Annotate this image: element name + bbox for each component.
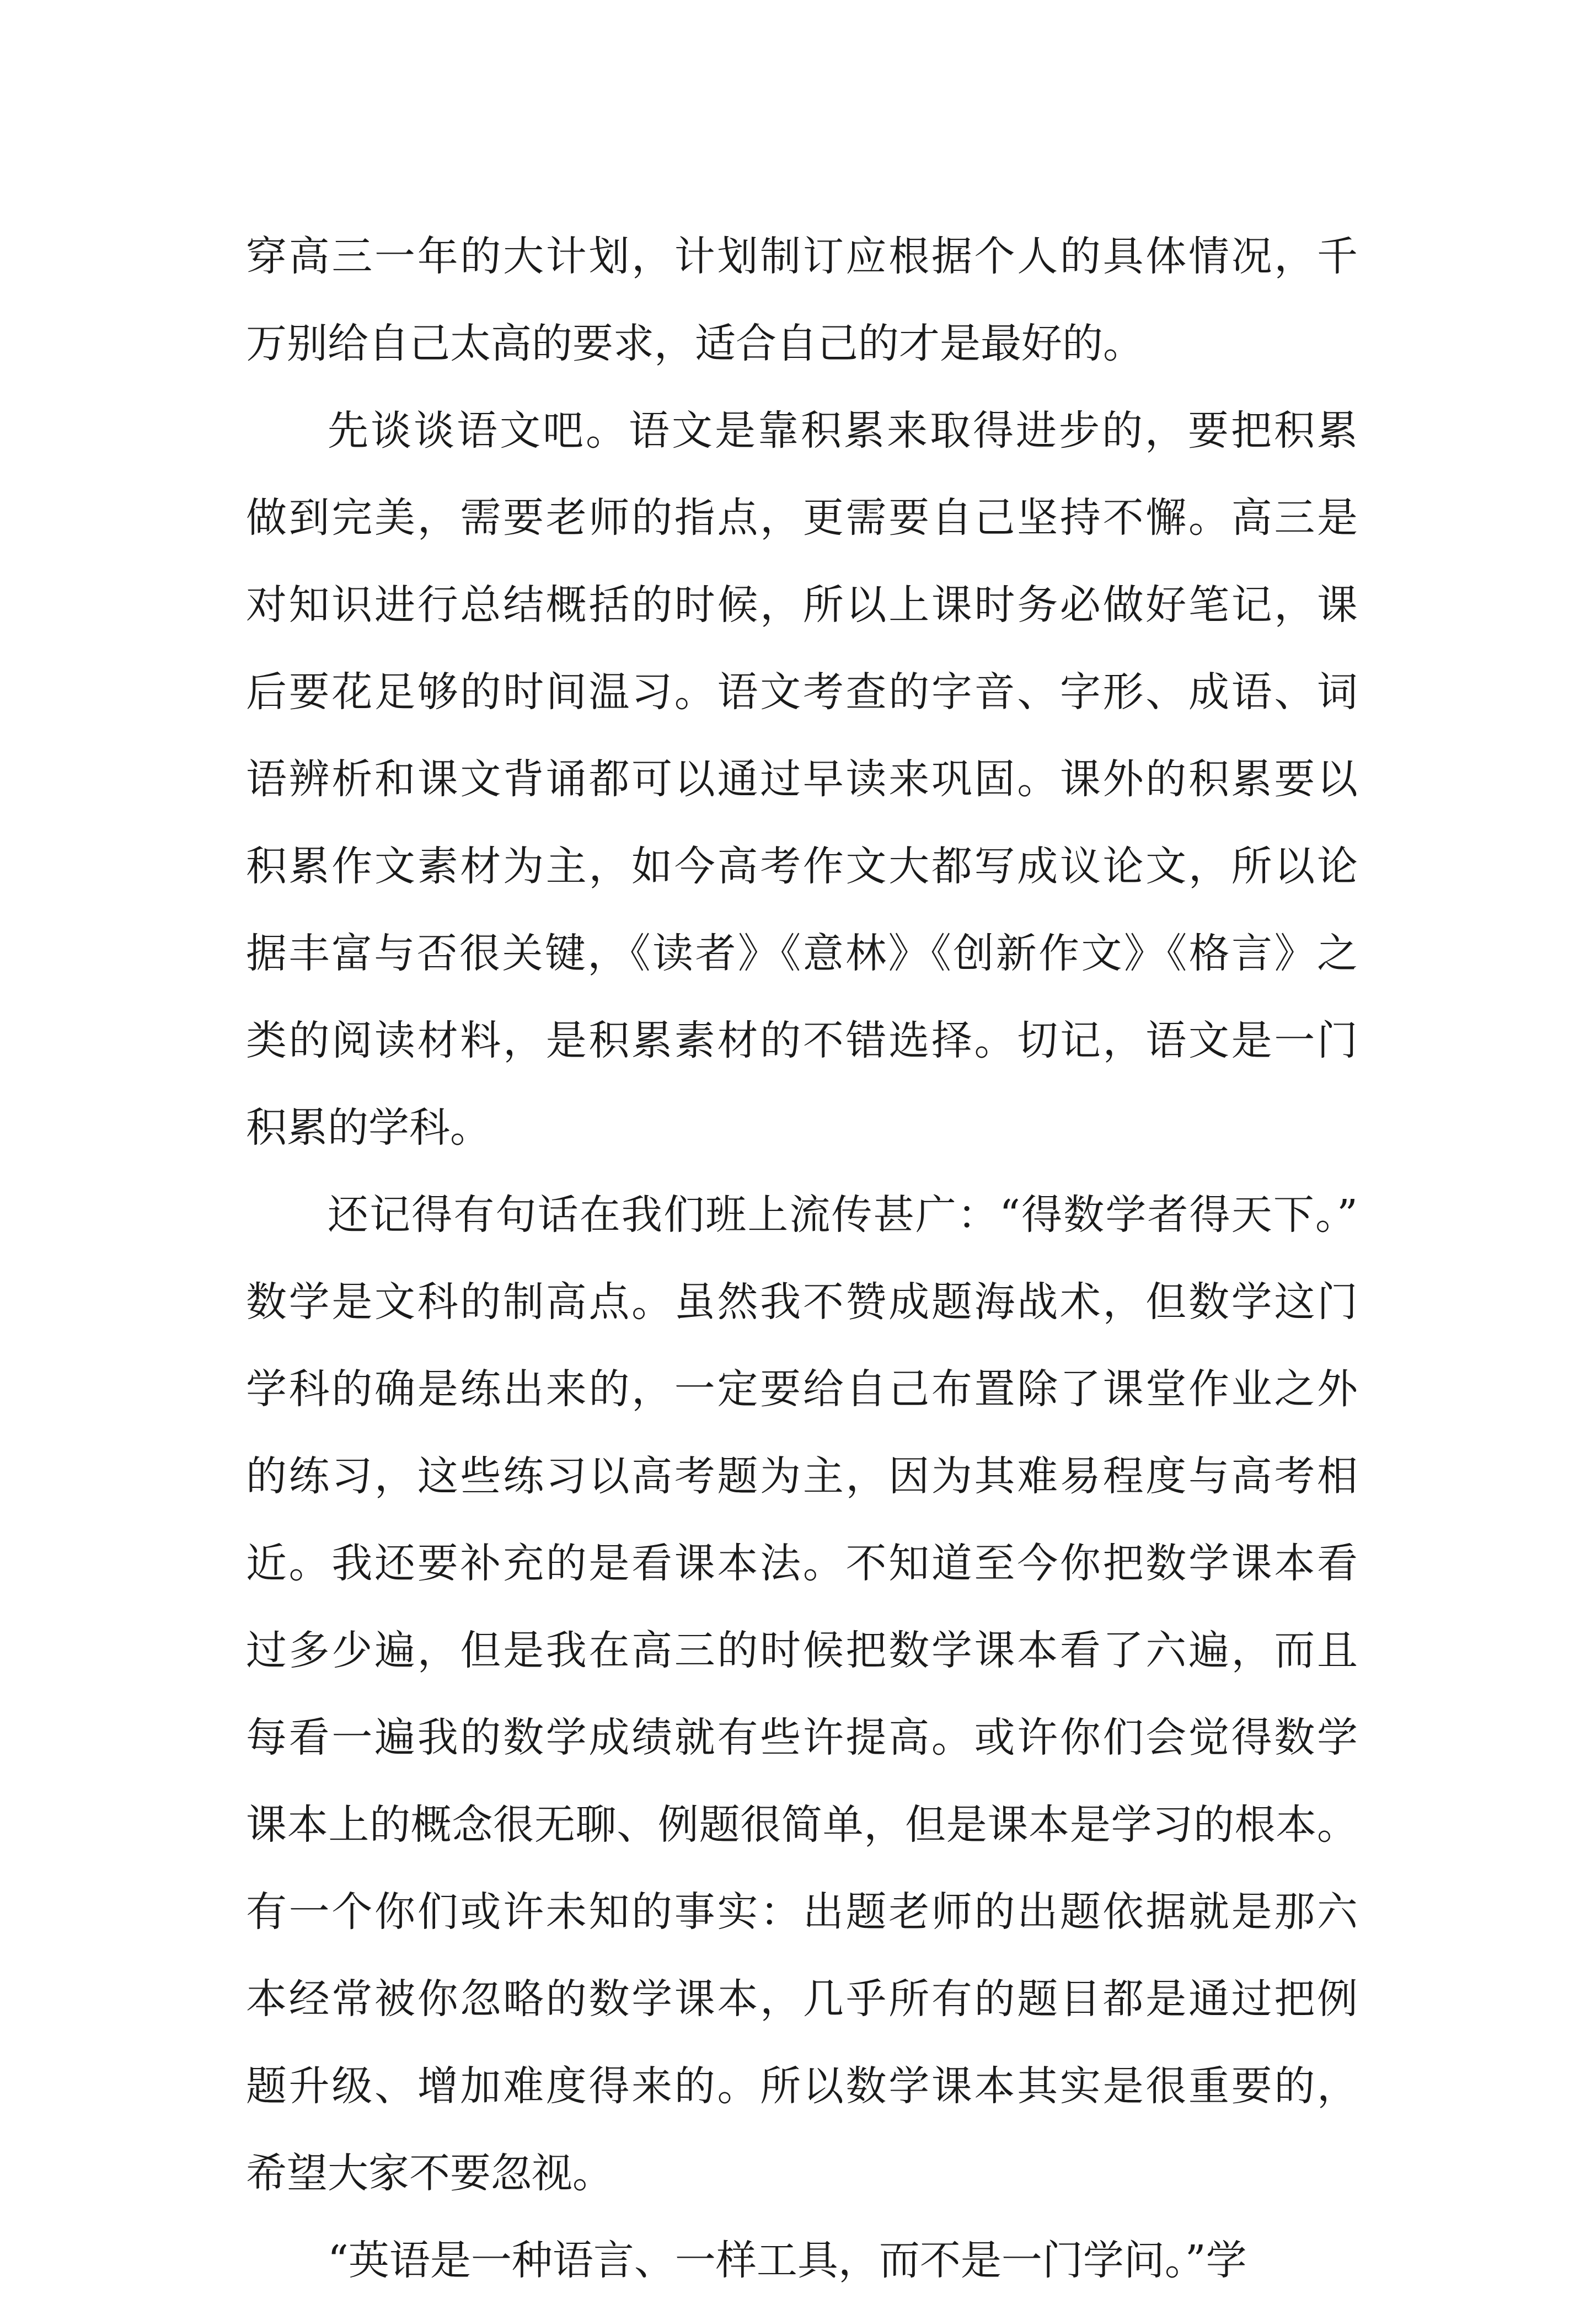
- text-line: 先谈谈语文吧。语文是靠积累来取得进步的，要把积累: [328, 407, 1358, 454]
- text-line: 过多少遍，但是我在高三的时候把数学课本看了六遍，而且: [246, 1627, 1358, 1674]
- text-line: 穿高三一年的大计划，计划制订应根据个人的具体情况，千: [246, 233, 1358, 280]
- text-line: 学科的确是练出来的，一定要给自己布置除了课堂作业之外: [246, 1365, 1358, 1413]
- text-line: 后要花足够的时间温习。语文考查的字音、字形、成语、词: [246, 668, 1358, 716]
- text-line: 对知识进行总结概括的时候，所以上课时务必做好笔记，课: [246, 581, 1358, 629]
- text-line: 的练习，这些练习以高考题为主，因为其难易程度与高考相: [246, 1453, 1358, 1500]
- text-line: 还记得有句话在我们班上流传甚广：“得数学者得天下。”: [328, 1191, 1358, 1239]
- text-line: 数学是文科的制高点。虽然我不赞成题海战术，但数学这门: [246, 1278, 1358, 1326]
- text-line: 希望大家不要忽视。: [246, 2150, 613, 2197]
- text-line: 每看一遍我的数学成绩就有些许提高。或许你们会觉得数学: [246, 1714, 1358, 1761]
- text-line: 近。我还要补充的是看课本法。不知道至今你把数学课本看: [246, 1540, 1358, 1587]
- body-text: [246, 213, 1358, 2304]
- text-line: 有一个你们或许未知的事实：出题老师的出题依据就是那六: [246, 1888, 1358, 1936]
- paragraph: [246, 2217, 1358, 2304]
- text-line: 做到完美，需要老师的指点，更需要自己坚持不懈。高三是: [246, 494, 1358, 542]
- paragraph: [246, 1171, 1358, 2217]
- text-line: 课本上的概念很无聊、例题很简单，但是课本是学习的根本。: [246, 1801, 1358, 1848]
- text-line: 题升级、增加难度得来的。所以数学课本其实是很重要的，: [246, 2062, 1358, 2110]
- text-line: 类的阅读材料，是积累素材的不错选择。切记，语文是一门: [246, 1017, 1358, 1064]
- paragraph: [246, 387, 1358, 1171]
- text-line: “英语是一种语言、一样工具，而不是一门学问。”学: [328, 2237, 1247, 2284]
- text-line: 据丰富与否很关键，《读者》《意林》《创新作文》《格言》之: [246, 930, 1358, 977]
- text-line: 积累作文素材为主，如今高考作文大都写成议论文，所以论: [246, 843, 1358, 890]
- text-line: 万别给自己太高的要求，适合自己的才是最好的。: [246, 320, 1144, 367]
- text-line: 语辨析和课文背诵都可以通过早读来巩固。课外的积累要以: [246, 756, 1358, 803]
- text-line: 积累的学科。: [246, 1104, 491, 1151]
- paragraph: [246, 213, 1358, 387]
- text-line: 本经常被你忽略的数学课本，几乎所有的题目都是通过把例: [246, 1975, 1358, 2023]
